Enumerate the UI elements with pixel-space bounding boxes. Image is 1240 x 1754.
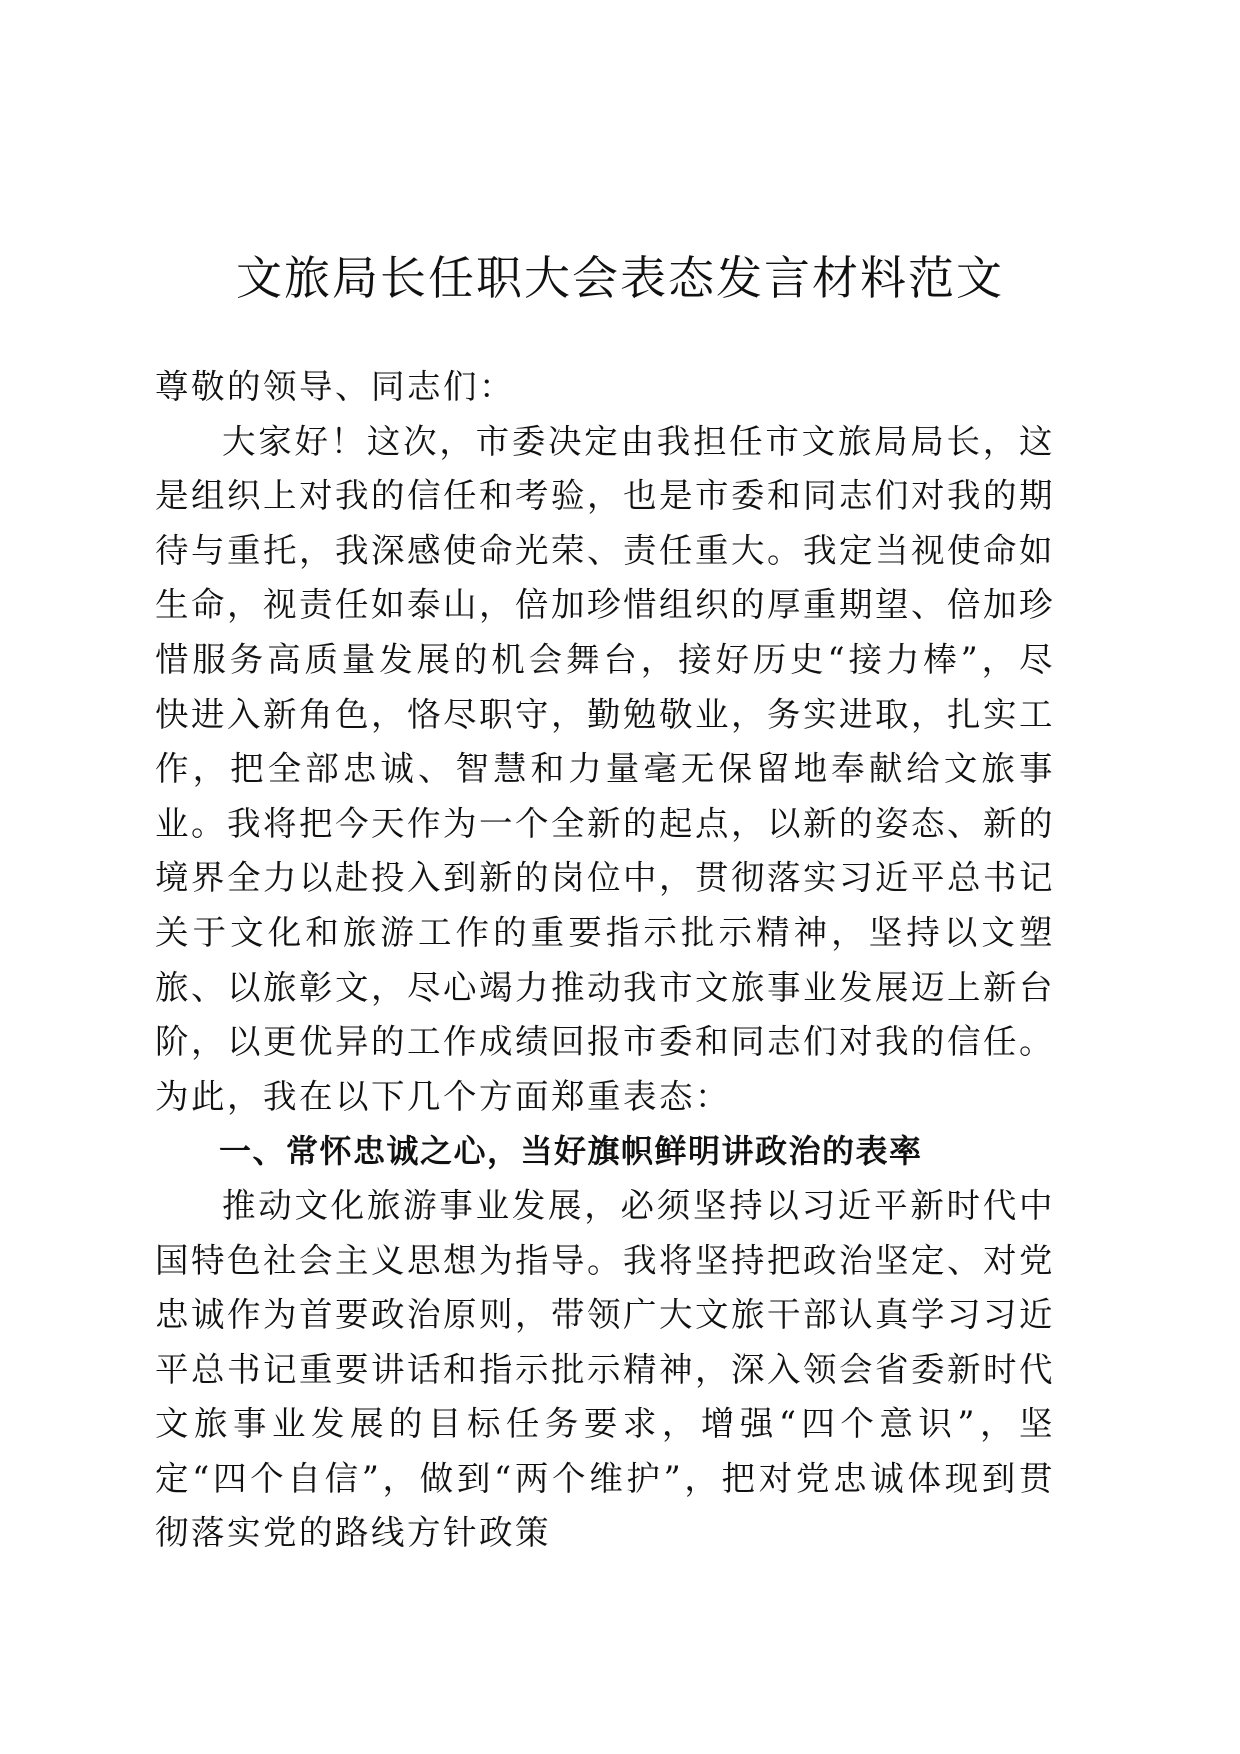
section-heading-1: 一、常怀忠诚之心，当好旗帜鲜明讲政治的表率: [219, 1132, 923, 1171]
salutation: 尊敬的领导、同志们：: [155, 367, 515, 406]
document-title: 文旅局长任职大会表态发言材料范文: [236, 251, 1004, 305]
document-body: [155, 360, 1055, 1561]
paragraph-intro: 大家好！这次，市委决定由我担任市文旅局局长，这是组织上对我的信任和考验，也是市委和同志们对我的期待与重托，我深感使命光荣、责任重大。我定当视使命如生命，视责任如泰山，倍加珍惜组织的厚重期望、倍加珍惜服务高质量发展的机会舞台，接好历史“接力棒”，尽快进入新角色，恪尽职守，勤勉敬业，务实进取，扎实工作，把全部忠诚、智慧和力量毫无保留地奉献给文旅事业。我将把今天作为一个全新的起点，以新的姿态、新的境界全力以赴投入到新的岗位中，贯彻落实习近平总书记关于文化和旅游工作的重要指示批示精神，坚持以文塑旅、以旅彰文，尽心竭力推动我市文旅事业发展迈上新台阶，以更优异的工作成绩回报市委和同志们对我的信任。为此，我在以下几个方面郑重表态：: [155, 421, 1055, 1116]
paragraph-section-1: 推动文化旅游事业发展，必须坚持以习近平新时代中国特色社会主义思想为指导。我将坚持把政治坚定、对党忠诚作为首要政治原则，带领广大文旅干部认真学习习近平总书记重要讲话和指示批示精神，深入领会省委新时代文旅事业发展的目标任务要求，增强“四个意识”，坚定“四个自信”，做到“两个维护”，把对党忠诚体现到贯彻落实党的路线方针政策: [155, 1185, 1055, 1553]
